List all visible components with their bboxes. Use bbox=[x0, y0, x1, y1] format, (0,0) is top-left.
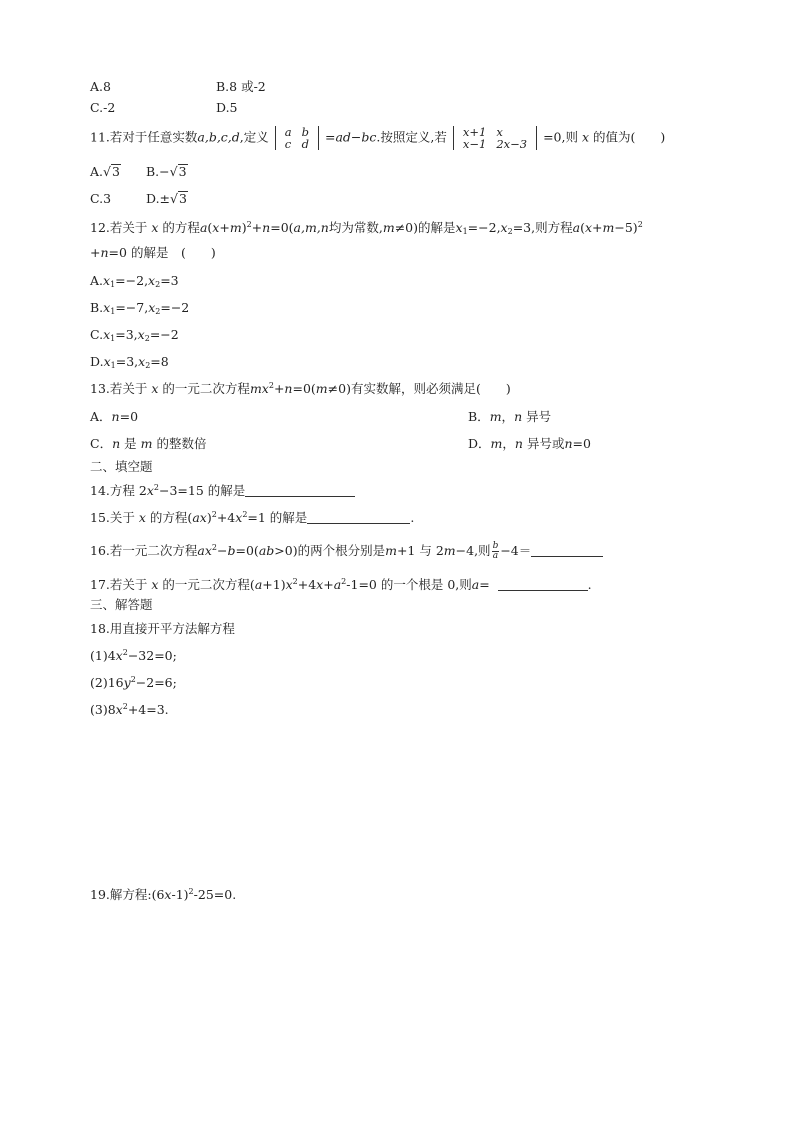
q12-stem-line1: 12.若关于 x 的方程$a(x+m)^2+n=0(a,m,n$均为常数,m≠0)的解是$x_1=-2,x_2=3$,则方程$a(x+m-5)^2$ bbox=[90, 220, 643, 236]
q13-option-b: B．m，n 异号 bbox=[468, 409, 552, 424]
q19-stem: 19.解方程$:(6x-1)^2-25=0$. bbox=[90, 887, 237, 902]
q11-option-d: D.±√3 bbox=[146, 191, 187, 206]
q12-option-d: $D.x_1=3,x_2=8$ bbox=[90, 354, 169, 370]
q12-option-b: $B.x_1=-7,x_2=-2$ bbox=[90, 300, 190, 316]
q12-stem-line2: +n=0 的解是 ( ) bbox=[90, 245, 216, 260]
q10-option-c: C.-2 bbox=[90, 100, 116, 115]
fraction-b-over-a: $\frac{b}{a}$ bbox=[492, 541, 499, 561]
q10-option-a: A.8 bbox=[90, 79, 111, 94]
q18-part2: $(2)16y^2-2=6$; bbox=[90, 675, 177, 690]
sqrt-icon: √ bbox=[103, 164, 111, 179]
q10-option-d: D.5 bbox=[216, 100, 238, 115]
q11-stem: 11.若对于任意实数a,b,c,d,定义 a b c d =ad−bc.按照定义,若 x+1 x x−1 2x−3 =0,则 x 的值为( ) bbox=[90, 125, 666, 151]
q15-stem: 15.关于 x 的方程$(ax)^2+4x^2=1$ 的解是 . bbox=[90, 510, 415, 525]
q11-option-c: C.3 bbox=[90, 191, 112, 206]
section-solution-heading: 三、解答题 bbox=[90, 597, 153, 612]
q15-answer-blank[interactable] bbox=[307, 511, 410, 524]
sqrt-icon: √ bbox=[170, 191, 178, 206]
q18-part3: $(3)8x^2+4=3$. bbox=[90, 702, 169, 717]
q11-option-b: B.−√3 bbox=[146, 164, 187, 179]
q17-stem: 17.若关于 x 的一元二次方程$(a+1)x^2+4x+a^2-1=0$ 的一个根是 0,则a= . bbox=[90, 577, 592, 592]
sqrt-icon: √ bbox=[169, 164, 178, 179]
q18-part1: $(1)4x^2-32=0$; bbox=[90, 648, 177, 663]
determinant-definition: a b c d bbox=[275, 126, 319, 150]
determinant-equation: x+1 x x−1 2x−3 bbox=[453, 126, 537, 150]
q11-option-a: A.√3 bbox=[90, 164, 120, 179]
q16-answer-blank[interactable] bbox=[531, 544, 603, 557]
q10-option-b: B.8 或-2 bbox=[216, 79, 266, 94]
q12-option-c: $C.x_1=3,x_2=-2$ bbox=[90, 327, 179, 343]
q13-option-a: A．n=0 bbox=[90, 409, 139, 424]
q18-title: 18.用直接开平方法解方程 bbox=[90, 621, 235, 636]
q17-answer-blank[interactable] bbox=[498, 578, 588, 591]
q13-stem: 13.若关于 x 的一元二次方程$mx^2+n=0(m\ne 0)$有实数解，则必须满足( ) bbox=[90, 381, 511, 396]
q16-stem: 16.若一元二次方程$ax^2-b=0(ab>0)$的两个根分别是m+1 与 2m−4,则 $\frac{b}{a}$ −4＝ bbox=[90, 542, 603, 561]
q14-answer-blank[interactable] bbox=[245, 484, 355, 497]
section-fill-in-blank-heading: 二、填空题 bbox=[90, 459, 153, 474]
q14-stem: 14.方程 $2x^2-3=15$ 的解是 bbox=[90, 482, 355, 500]
q13-option-c: C．n 是 m 的整数倍 bbox=[90, 436, 207, 451]
q13-option-d: D．m，n 异号或n=0 bbox=[468, 436, 591, 451]
q12-option-a: $A.x_1=-2,x_2=3$ bbox=[90, 273, 179, 289]
